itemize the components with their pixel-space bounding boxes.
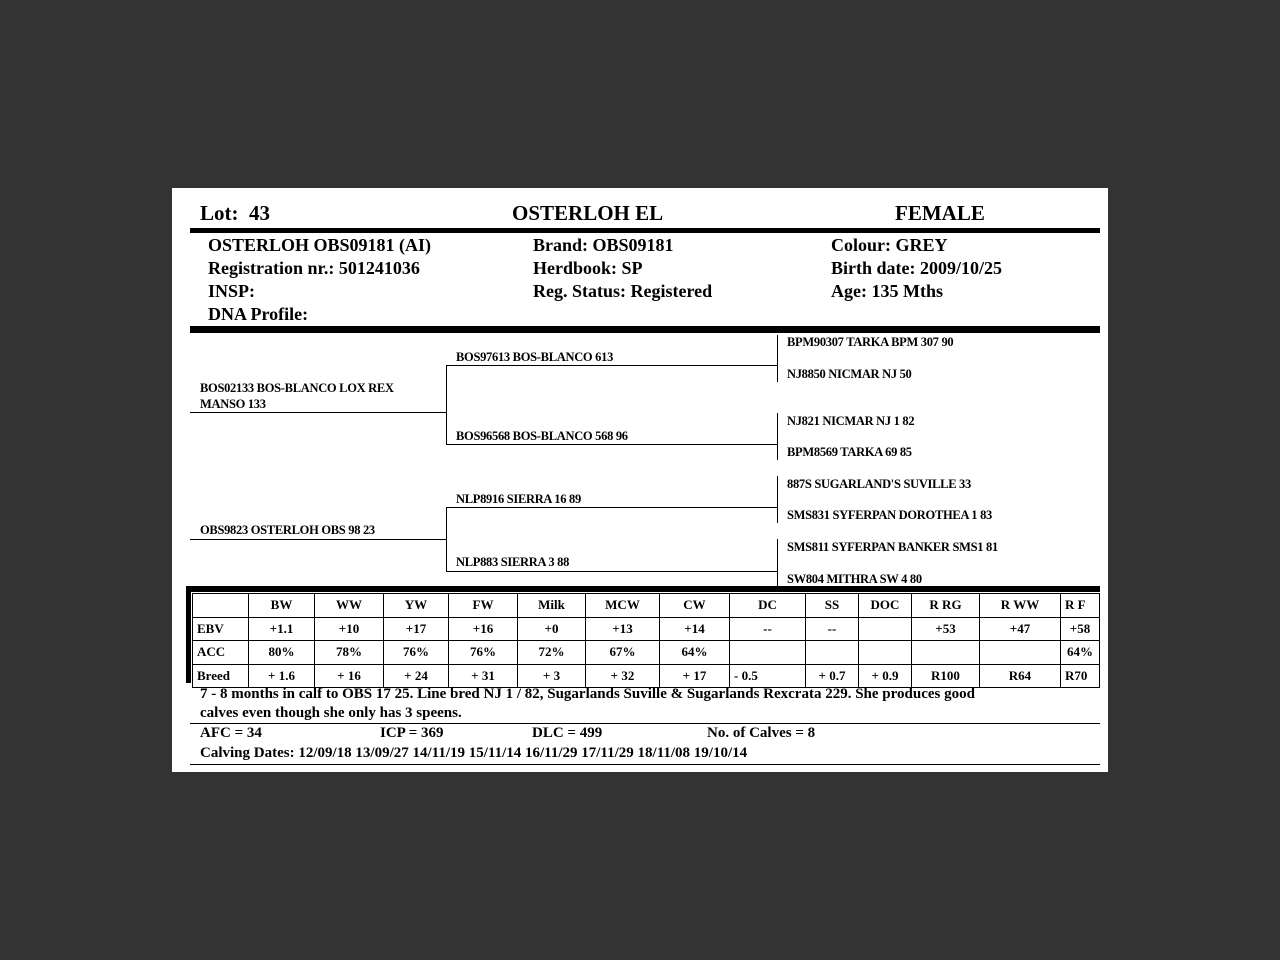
sire-line	[190, 412, 446, 413]
table-header-cell: YW	[384, 594, 449, 618]
dna-profile-label: DNA Profile:	[208, 304, 309, 324]
ggp-connector-1	[777, 335, 778, 382]
table-cell	[730, 641, 806, 665]
table-cell: --	[730, 617, 806, 641]
comment-line-1: 7 - 8 months in calf to OBS 17 25. Line bred NJ 1 / 82, Sugarlands Suville & Sugarlands Rexcrata 229. She produces good	[200, 686, 975, 702]
table-cell	[980, 641, 1061, 665]
dam-line	[190, 539, 446, 540]
table-header-cell: SS	[806, 594, 859, 618]
table-cell	[859, 641, 912, 665]
ebv-header-row	[193, 594, 1100, 618]
comment-rule	[190, 723, 1100, 724]
herdbook: Herdbook: SP	[533, 258, 643, 278]
ggp-2: NJ8850 NICMAR NJ 50	[787, 367, 912, 381]
sire-name: BOS02133 BOS-BLANCO LOX REX	[200, 381, 394, 395]
table-cell: +1.1	[249, 617, 315, 641]
ggp-8: SW804 MITHRA SW 4 80	[787, 572, 922, 586]
dam-dam: NLP883 SIERRA 3 88	[456, 555, 570, 569]
bottom-rule	[190, 764, 1100, 765]
table-cell: R64	[980, 664, 1061, 688]
sire-sire: BOS97613 BOS-BLANCO 613	[456, 350, 614, 364]
registration-number: Registration nr.: 501241036	[208, 258, 420, 278]
table-cell: R70	[1061, 664, 1100, 688]
sire-name-cont: MANSO 133	[200, 397, 266, 411]
table-cell	[912, 641, 980, 665]
lot-label-text: Lot:	[200, 201, 239, 225]
table-cell: + 24	[384, 664, 449, 688]
lot-number: 43	[249, 201, 270, 225]
table-header-cell: FW	[449, 594, 518, 618]
afc: AFC = 34	[200, 725, 262, 741]
lot-card	[172, 188, 1108, 772]
table-cell: +58	[1061, 617, 1100, 641]
table-cell: + 3	[518, 664, 586, 688]
number-of-calves: No. of Calves = 8	[707, 725, 816, 741]
birth-date: Birth date: 2009/10/25	[831, 258, 1002, 278]
age: Age: 135 Mths	[831, 281, 943, 301]
table-cell: + 0.7	[806, 664, 859, 688]
dam-sire: NLP8916 SIERRA 16 89	[456, 492, 581, 506]
table-cell: +16	[449, 617, 518, 641]
table-cell: 64%	[660, 641, 730, 665]
info-rule	[190, 326, 1100, 333]
table-header-cell: CW	[660, 594, 730, 618]
calving-dates: Calving Dates: 12/09/18 13/09/27 14/11/19 15/11/14 16/11/29 17/11/29 18/11/08 19/10/14	[200, 745, 748, 761]
table-cell: + 32	[586, 664, 660, 688]
table-cell: +0	[518, 617, 586, 641]
ebv-left-bar	[186, 586, 191, 683]
table-cell: 76%	[384, 641, 449, 665]
ebv-row-acc	[193, 641, 1100, 665]
table-cell: 76%	[449, 641, 518, 665]
reg-status: Reg. Status: Registered	[533, 281, 713, 301]
table-cell: +10	[315, 617, 384, 641]
table-cell: + 16	[315, 664, 384, 688]
sire-dam-line	[446, 444, 777, 445]
table-header-cell: WW	[315, 594, 384, 618]
ggp-4: BPM8569 TARKA 69 85	[787, 445, 912, 459]
table-cell: 72%	[518, 641, 586, 665]
insp-label: INSP:	[208, 281, 256, 301]
table-header-cell: BW	[249, 594, 315, 618]
table-header-cell	[193, 594, 249, 618]
table-cell: 64%	[1061, 641, 1100, 665]
animal-sex: FEMALE	[895, 201, 985, 225]
table-cell: --	[806, 617, 859, 641]
brand: Brand: OBS09181	[533, 235, 674, 255]
ggp-connector-2	[777, 413, 778, 460]
table-header-cell: DOC	[859, 594, 912, 618]
ebv-row-breed	[193, 664, 1100, 688]
table-cell: - 0.5	[730, 664, 806, 688]
dam-connector	[446, 507, 447, 571]
table-header-cell: R WW	[980, 594, 1061, 618]
ebv-row-ebv	[193, 617, 1100, 641]
dlc: DLC = 499	[532, 725, 603, 741]
dam-sire-line	[446, 507, 777, 508]
table-header-cell: DC	[730, 594, 806, 618]
ggp-5: 887S SUGARLAND'S SUVILLE 33	[787, 477, 971, 491]
ggp-connector-3	[777, 476, 778, 523]
table-cell: R100	[912, 664, 980, 688]
table-cell: 80%	[249, 641, 315, 665]
ggp-7: SMS811 SYFERPAN BANKER SMS1 81	[787, 540, 998, 554]
dam-name: OBS9823 OSTERLOH OBS 98 23	[200, 523, 375, 537]
sire-connector	[446, 365, 447, 445]
table-cell: +17	[384, 617, 449, 641]
ggp-6: SMS831 SYFERPAN DOROTHEA 1 83	[787, 508, 992, 522]
table-row-label: ACC	[193, 641, 249, 665]
ebv-table	[192, 593, 1100, 688]
table-cell: + 31	[449, 664, 518, 688]
table-header-cell: R F	[1061, 594, 1100, 618]
table-cell: 78%	[315, 641, 384, 665]
comment-line-2: calves even though she only has 3 speens.	[200, 705, 462, 721]
ggp-connector-4	[777, 539, 778, 586]
animal-title: OSTERLOH EL	[512, 201, 664, 225]
table-cell: +53	[912, 617, 980, 641]
table-cell: 67%	[586, 641, 660, 665]
table-row-label: EBV	[193, 617, 249, 641]
table-cell: + 1.6	[249, 664, 315, 688]
table-cell: +14	[660, 617, 730, 641]
sire-dam: BOS96568 BOS-BLANCO 568 96	[456, 429, 628, 443]
table-row-label: Breed	[193, 664, 249, 688]
animal-name: OSTERLOH OBS09181 (AI)	[208, 235, 432, 255]
ebv-top-rule	[186, 586, 1100, 592]
sire-sire-line	[446, 365, 777, 366]
table-cell: +13	[586, 617, 660, 641]
lot-label	[200, 201, 270, 226]
ggp-1: BPM90307 TARKA BPM 307 90	[787, 335, 954, 349]
dam-dam-line	[446, 571, 777, 572]
table-cell	[859, 617, 912, 641]
table-cell: +47	[980, 617, 1061, 641]
table-cell: + 0.9	[859, 664, 912, 688]
colour: Colour: GREY	[831, 235, 948, 255]
icp: ICP = 369	[380, 725, 444, 741]
table-cell	[806, 641, 859, 665]
ggp-3: NJ821 NICMAR NJ 1 82	[787, 414, 915, 428]
table-header-cell: Milk	[518, 594, 586, 618]
table-header-cell: R RG	[912, 594, 980, 618]
table-header-cell: MCW	[586, 594, 660, 618]
table-cell: + 17	[660, 664, 730, 688]
header-rule	[190, 228, 1100, 233]
